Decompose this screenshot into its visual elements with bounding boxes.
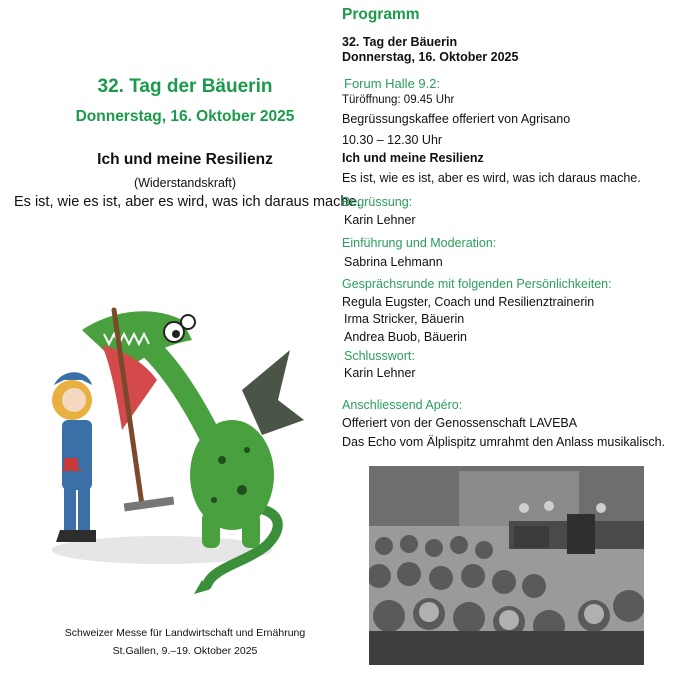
apero-music: Das Echo vom Älplispitz umrahmt den Anlass musikalisch. bbox=[342, 435, 666, 449]
panel-member-3: Andrea Buob, Bäuerin bbox=[344, 330, 468, 344]
program-topic: Ich und meine Resilienz bbox=[342, 151, 484, 165]
apero-sponsor: Offeriert von der Genossenschaft LAVEBA bbox=[342, 416, 578, 430]
panel-label: Gesprächsrunde mit folgenden Persönlichkeiten: bbox=[342, 277, 612, 291]
apero-label: Anschliessend Apéro: bbox=[342, 398, 463, 412]
program-title: Programm bbox=[342, 6, 420, 23]
program-event-date: Donnerstag, 16. Oktober 2025 bbox=[342, 50, 519, 64]
dragon-farmer-illustration bbox=[42, 250, 308, 615]
theme-quote: Es ist, wie es ist, aber es wird, was ich daraus mache. bbox=[14, 194, 361, 210]
doors-opening: Türöffnung: 09.45 Uhr bbox=[342, 94, 455, 106]
welcome-label: Begrüssung: bbox=[342, 195, 413, 209]
welcome-coffee: Begrüssungskaffee offeriert von Agrisano bbox=[342, 112, 571, 126]
event-date: Donnerstag, 16. Oktober 2025 bbox=[75, 108, 295, 125]
page-title: 32. Tag der Bäuerin bbox=[97, 76, 273, 97]
closing-name: Karin Lehner bbox=[344, 366, 416, 380]
welcome-name: Karin Lehner bbox=[344, 213, 416, 227]
event-time: 10.30 – 12.30 Uhr bbox=[342, 133, 443, 147]
theme-subheading: (Widerstandskraft) bbox=[133, 176, 237, 190]
closing-label: Schlusswort: bbox=[344, 349, 415, 363]
event-audience-photo bbox=[369, 466, 644, 665]
panel-member-2: Irma Stricker, Bäuerin bbox=[344, 312, 465, 326]
intro-name: Sabrina Lehmann bbox=[344, 255, 443, 269]
footer-fair-dates: St.Gallen, 9.–19. Oktober 2025 bbox=[112, 645, 258, 657]
program-quote: Es ist, wie es ist, aber es wird, was ich daraus mache. bbox=[342, 171, 641, 185]
footer-fair-name: Schweizer Messe für Landwirtschaft und Ernährung bbox=[64, 627, 306, 639]
intro-label: Einführung und Moderation: bbox=[342, 236, 497, 250]
forum-label: Forum Halle 9.2: bbox=[344, 76, 441, 91]
panel-member-1: Regula Eugster, Coach und Resilienztrainerin bbox=[342, 295, 595, 309]
theme-heading: Ich und meine Resilienz bbox=[97, 151, 273, 168]
program-event-title: 32. Tag der Bäuerin bbox=[342, 35, 458, 49]
